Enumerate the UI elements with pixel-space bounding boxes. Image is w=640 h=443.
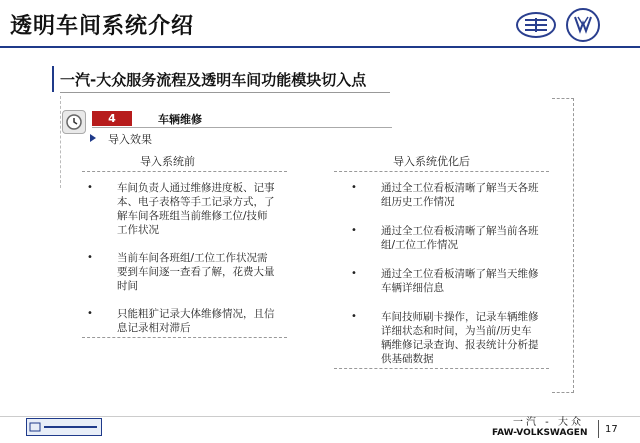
section-title: 一汽-大众服务流程及透明车间功能模块切入点: [60, 71, 367, 89]
list-item: [350, 224, 540, 252]
after-top-rule: [334, 171, 549, 172]
after-column-heading: 导入系统优化后: [393, 155, 470, 168]
list-item-text: 通过全工位看板清晰了解当天各班组历史工作情况: [381, 182, 539, 208]
left-dashed-guide: [60, 96, 61, 188]
before-list: [86, 181, 276, 349]
bullet-dot-icon: •: [87, 252, 93, 263]
list-item: [86, 181, 276, 237]
bullet-dot-icon: •: [351, 182, 357, 193]
list-item: [86, 307, 276, 335]
page-title: 透明车间系统介绍: [10, 14, 195, 39]
vw-logo-icon: [566, 8, 600, 42]
after-list: [350, 181, 540, 381]
step-number-badge: 4: [92, 111, 132, 126]
clock-icon: [62, 110, 86, 134]
brand-english: FAW-VOLKSWAGEN: [492, 428, 588, 438]
list-item-text: 车间技师刷卡操作，记录车辆维修详细状态和时间，为当前/历史车辆维修记录查询、报表统计分析提供基础数据: [381, 311, 539, 365]
list-item: [350, 267, 540, 295]
arrow-right-icon: [90, 134, 96, 142]
list-item-text: 车间负责人通过维修进度板、记事本、电子表格等手工记录方式，了解车间各班组当前维修工位/技师工作状况: [117, 182, 275, 236]
list-item: [350, 181, 540, 209]
step-title: 车辆维修: [158, 113, 202, 126]
bullet-dot-icon: •: [351, 311, 357, 322]
list-item-text: 当前车间各班组/工位工作状况需要到车间逐一查看了解，花费大量时间: [117, 252, 275, 292]
list-item-text: 通过全工位看板清晰了解当前各班组/工位工作情况: [381, 225, 539, 251]
right-bracket: [552, 98, 574, 393]
list-item: [350, 310, 540, 366]
list-item-text: 只能粗犷记录大体维修情况，且信息记录相对滞后: [117, 308, 275, 334]
list-item-text: 通过全工位看板清晰了解当天维修车辆详细信息: [381, 268, 539, 294]
header-divider: [0, 46, 640, 48]
bullet-dot-icon: •: [351, 268, 357, 279]
bullet-dot-icon: •: [351, 225, 357, 236]
before-top-rule: [82, 171, 287, 172]
faw-logo-icon: [516, 12, 556, 38]
brand-chinese: 一汽 - 大众: [513, 417, 584, 428]
step-underline: [92, 127, 392, 128]
bullet-dot-icon: •: [87, 308, 93, 319]
section-accent-bar: [52, 66, 54, 92]
page-number: 17: [605, 424, 618, 435]
footer-separator: [598, 420, 599, 438]
bullet-dot-icon: •: [87, 182, 93, 193]
section-title-underline: [60, 92, 390, 93]
list-item: [86, 251, 276, 293]
sub-label: 导入效果: [108, 133, 152, 146]
before-column-heading: 导入系统前: [140, 155, 195, 168]
dealer-logo-icon: [26, 418, 102, 436]
